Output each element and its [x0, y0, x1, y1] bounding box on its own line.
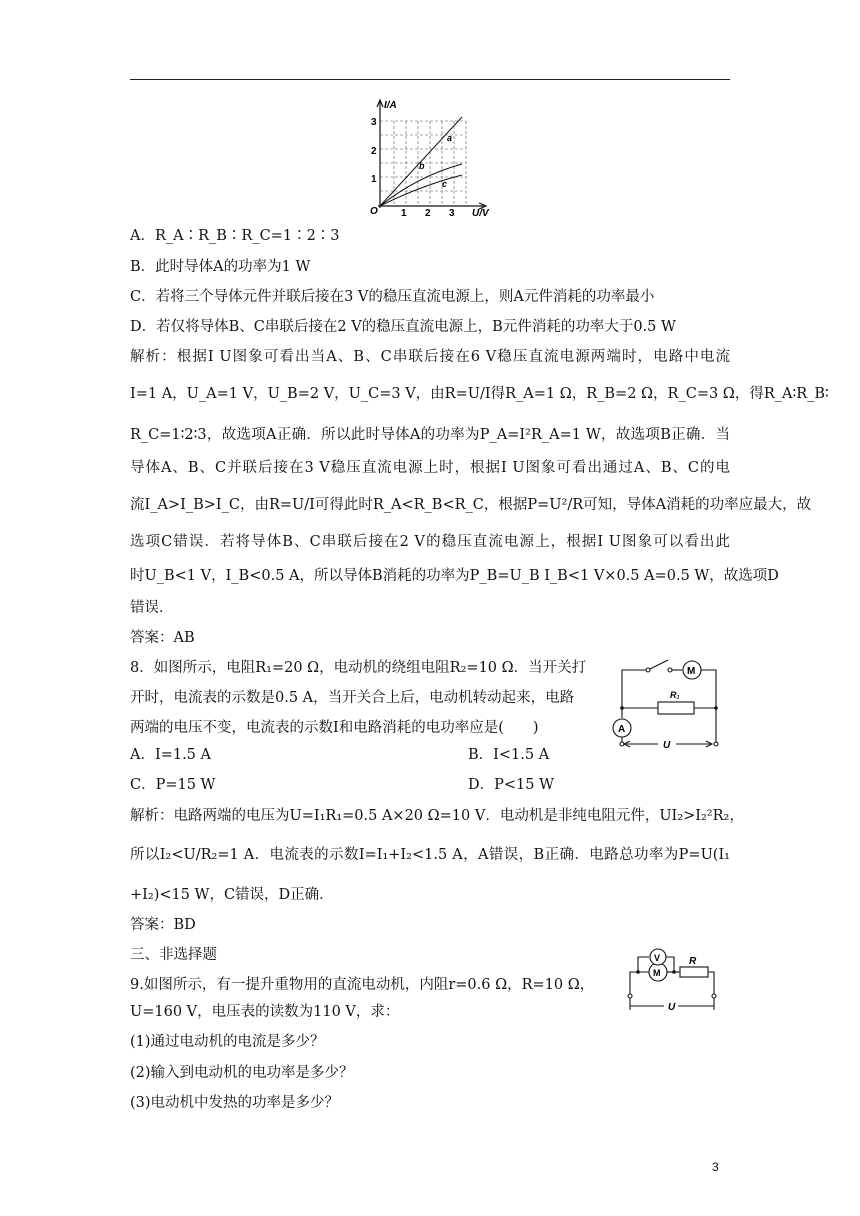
- x-tick: 2: [425, 208, 431, 219]
- page-number: 3: [712, 1160, 719, 1174]
- q8-option-c: C．P=15 W: [130, 777, 216, 793]
- y-tick: 3: [371, 117, 377, 128]
- q7-analysis-line: R_C=1∶2∶3，故选项A正确．所以此时导体A的功率为P_A=I²R_A=1 W，故选项B正确．当: [130, 427, 730, 443]
- q8-stem-line: 开时，电流表的示数是0.5 A，当开关合上后，电动机转动起来，电路: [130, 690, 575, 706]
- y-axis-label: I/A: [384, 100, 397, 111]
- q7-analysis-line: I=1 A，U_A=1 V，U_B=2 V，U_C=3 V，由R=U/I得R_A=1 Ω，R_B=2 Ω，R_C=3 Ω，得R_A∶R_B∶: [130, 386, 829, 402]
- q8-stem-line: 8．如图所示，电阻R₁=20 Ω，电动机的绕组电阻R₂=10 Ω．当开关打: [130, 660, 587, 676]
- iu-graph: [366, 96, 494, 220]
- curve-label-c: c: [442, 179, 448, 189]
- q9-sub-question-3: (3)电动机中发热的功率是多少？: [130, 1095, 340, 1111]
- q8-analysis-line: +I₂)<15 W，C错误，D正确．: [130, 887, 334, 903]
- q8-option-a: A．I=1.5 A: [130, 747, 211, 763]
- q8-ammeter-symbol: A: [618, 724, 626, 735]
- q7-analysis-line: 错误．: [130, 600, 174, 616]
- q8-analysis-line: 解析：电路两端的电压为U=I₁R₁=0.5 A×20 Ω=10 V．电动机是非纯电阻元件，UI₂>I₂²R₂，: [130, 808, 744, 824]
- section-heading: 三、非选择题: [130, 947, 217, 963]
- x-tick: 3: [449, 208, 455, 219]
- q9-voltage-label: U: [668, 1002, 676, 1013]
- q7-option-d: D．若仅将导体B、C串联后接在2 V的稳压直流电源上，B元件消耗的功率大于0.5 W: [130, 319, 676, 335]
- q9-circuit-diagram: [624, 940, 724, 1016]
- q9-motor-symbol: M: [653, 968, 661, 978]
- q8-option-d: D．P<15 W: [468, 777, 554, 793]
- q8-voltage-label: U: [663, 740, 671, 751]
- q9-stem-line: 9.如图所示，有一提升重物用的直流电动机，内阻r=0.6 Ω，R=10 Ω，: [130, 977, 595, 993]
- q7-option-c: C．若将三个导体元件并联后接在3 V的稳压直流电源上，则A元件消耗的功率最小: [130, 289, 655, 305]
- q8-circuit-diagram: [606, 656, 730, 752]
- q8-option-b: B．I<1.5 A: [468, 747, 550, 763]
- q9-sub-question-1: (1)通过电动机的电流是多少？: [130, 1034, 325, 1050]
- q9-voltmeter-symbol: V: [654, 953, 661, 963]
- y-tick: 1: [371, 174, 377, 185]
- curve-label-b: b: [419, 161, 425, 171]
- q8-answer: 答案：BD: [130, 917, 196, 933]
- q8-motor-symbol: M: [687, 666, 696, 677]
- q7-analysis-line: 时U_B<1 V，I_B<0.5 A，所以导体B消耗的功率为P_B=U_B I_B<1 V×0.5 A=0.5 W，故选项D: [130, 568, 779, 584]
- q7-option-b: B．此时导体A的功率为1 W: [130, 259, 311, 275]
- x-axis-label: U/V: [472, 208, 489, 219]
- q9-sub-question-2: (2)输入到电动机的电功率是多少？: [130, 1065, 354, 1081]
- q9-stem-line: U=160 V，电压表的读数为110 V，求：: [130, 1004, 400, 1020]
- q7-analysis-line: 导体A、B、C并联后接在3 V稳压直流电源上时，根据I U图象可看出通过A、B、C的电: [130, 460, 730, 476]
- q7-analysis-line: 流I_A>I_B>I_C，由R=U/I可得此时R_A<R_B<R_C，根据P=U²/R可知，导体A消耗的功率应最大，故: [130, 497, 812, 513]
- x-tick: 1: [401, 208, 407, 219]
- q7-answer: 答案：AB: [130, 630, 195, 646]
- q8-resistor-label: R₁: [670, 690, 680, 700]
- q7-analysis-line: 选项C错误．若将导体B、C串联后接在2 V的稳压直流电源上，根据I U图象可以看出此: [130, 534, 730, 550]
- y-tick: 2: [371, 146, 377, 157]
- q7-analysis-line: 解析：根据I U图象可看出当A、B、C串联后接在6 V稳压直流电源两端时，电路中电流: [130, 349, 730, 365]
- curve-label-a: a: [447, 133, 453, 143]
- header-rule: [130, 79, 730, 80]
- q8-analysis-line: 所以I₂<U/R₂=1 A．电流表的示数I=I₁+I₂<1.5 A，A错误，B正确．电路总功率为P=U(I₁: [130, 847, 730, 863]
- origin-label: O: [370, 206, 378, 217]
- q9-resistor-label: R: [689, 956, 697, 967]
- q7-option-a: A．R_A∶R_B∶R_C=1∶2∶3: [130, 228, 340, 244]
- q8-stem-line: 两端的电压不变，电流表的示数I和电路消耗的电功率应是( ): [130, 720, 539, 736]
